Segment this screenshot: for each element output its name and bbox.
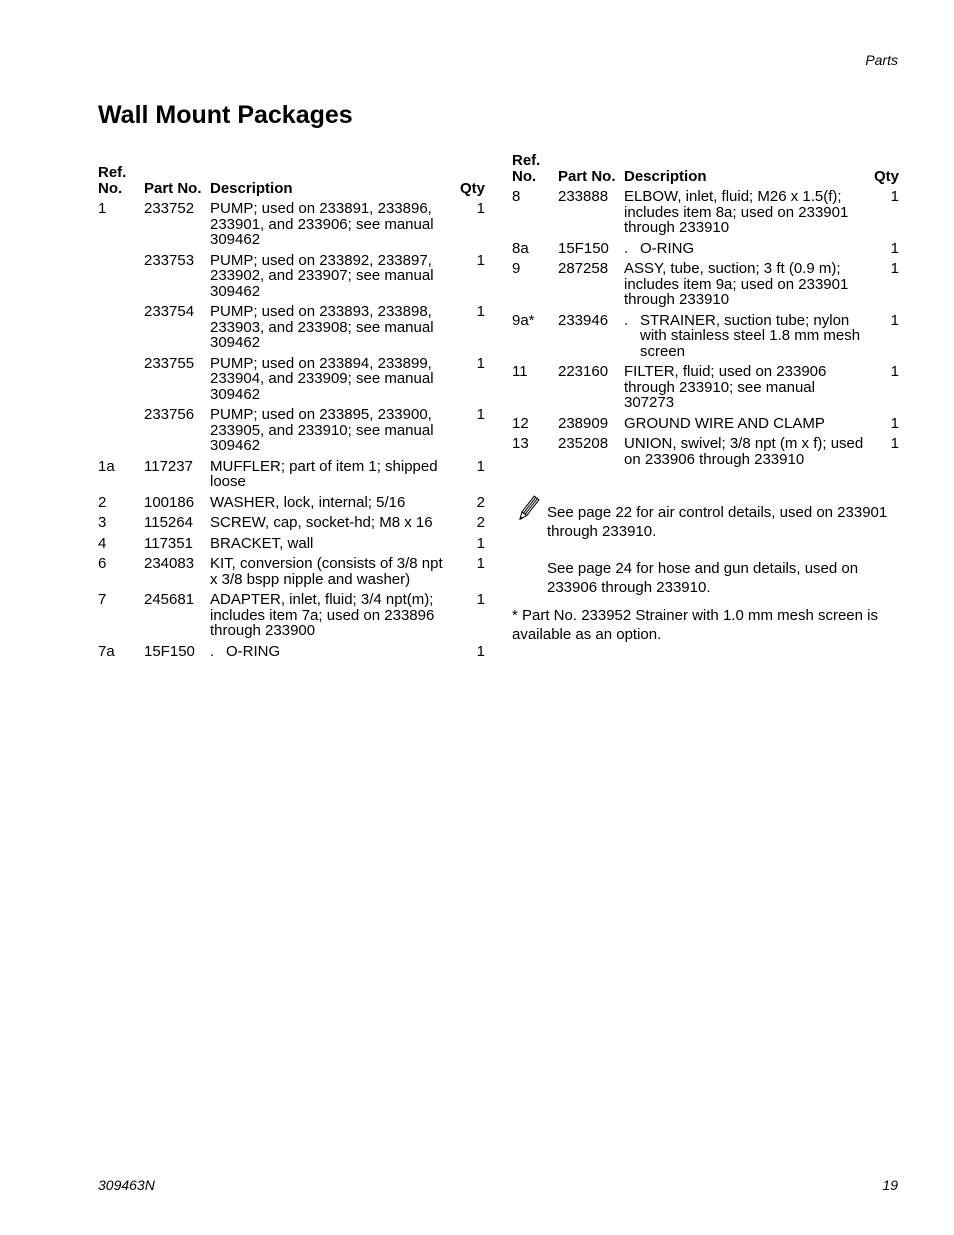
sub-item-marker: . <box>624 239 629 257</box>
description-text: PUMP; used on 233891, 233896, 233901, and 233906; see manual 309462 <box>210 200 434 248</box>
ref-no-cell <box>98 253 144 305</box>
table-row <box>98 407 485 459</box>
ref-no-cell <box>98 356 144 408</box>
description-cell <box>210 515 451 536</box>
table-row <box>98 253 485 305</box>
ref-no-cell: 9a* <box>512 311 535 329</box>
description-cell <box>210 592 451 644</box>
table-row <box>512 416 899 437</box>
ref-no-cell: 9 <box>512 260 521 277</box>
description-cell <box>624 313 869 365</box>
part-no-cell: 223160 <box>558 363 609 380</box>
description-text: FILTER, fluid; used on 233906 through 233910; see manual 307273 <box>624 363 827 411</box>
qty-cell: 1 <box>476 642 485 660</box>
description-text: MUFFLER; part of item 1; shipped loose <box>210 457 438 490</box>
part-no-cell: 245681 <box>144 591 195 608</box>
ref-no-cell <box>98 407 144 459</box>
note-air-control-text: See page 22 for air control details, used on 233901 through 233910. <box>547 504 888 540</box>
description-text: O-RING <box>640 239 695 257</box>
parts-table-left <box>98 165 485 664</box>
description-cell <box>210 644 451 665</box>
description-text: UNION, swivel; 3/8 npt (m x f); used on 233906 through 233910 <box>624 435 864 468</box>
table-row <box>98 644 485 665</box>
section-header: Parts <box>865 52 898 68</box>
ref-no-cell <box>98 304 144 356</box>
part-no-header: Part No. <box>144 179 202 197</box>
description-cell <box>624 436 869 472</box>
description-cell <box>624 189 869 241</box>
ref-no-cell: 11 <box>512 363 528 380</box>
table-row <box>512 241 899 262</box>
ref-no-cell: 13 <box>512 435 529 452</box>
table-row <box>98 495 485 516</box>
page-number: 19 <box>882 1177 898 1193</box>
qty-cell: 1 <box>890 260 899 277</box>
qty-cell: 1 <box>476 406 485 423</box>
page-title: Wall Mount Packages <box>98 101 353 129</box>
note-hose-gun <box>512 559 904 597</box>
qty-header: Qty <box>873 167 899 185</box>
description-text: WASHER, lock, internal; 5/16 <box>210 493 406 511</box>
document-number: 309463N <box>98 1177 155 1193</box>
part-no-cell: 233752 <box>144 200 195 217</box>
part-no-cell: 233888 <box>558 188 609 205</box>
table-row <box>98 356 485 408</box>
table-row <box>98 515 485 536</box>
description-header: Description <box>210 179 293 197</box>
description-cell <box>624 364 869 416</box>
description-text: O-RING <box>226 642 281 660</box>
part-no-cell: 15F150 <box>558 239 609 257</box>
qty-cell: 1 <box>476 534 485 552</box>
description-cell <box>210 407 451 459</box>
part-no-cell: 15F150 <box>144 642 195 660</box>
qty-cell: 2 <box>476 514 485 531</box>
description-cell <box>210 556 451 592</box>
qty-header: Qty <box>459 179 485 197</box>
notes-section <box>512 503 904 644</box>
description-cell <box>624 241 869 262</box>
description-text: ADAPTER, inlet, fluid; 3/4 npt(m); includes item 7a; used on 233896 through 233900 <box>210 591 435 639</box>
strainer-footnote: * Part No. 233952 Strainer with 1.0 mm mesh screen is available as an option. <box>512 607 878 643</box>
ref-no-cell: 8 <box>512 188 521 205</box>
qty-cell: 1 <box>476 303 485 320</box>
table-row <box>98 556 485 592</box>
part-no-cell: 287258 <box>558 260 609 277</box>
qty-cell: 1 <box>890 239 899 257</box>
table-row <box>98 304 485 356</box>
qty-cell: 1 <box>890 414 899 432</box>
description-text: STRAINER, suction tube; nylon with stainless steel 1.8 mm mesh screen <box>640 311 861 360</box>
qty-cell: 1 <box>476 591 485 608</box>
table-row <box>512 189 899 241</box>
part-no-cell: 117237 <box>144 457 193 475</box>
ref-no-cell: 6 <box>98 555 107 572</box>
description-cell <box>210 356 451 408</box>
table-row <box>512 436 899 472</box>
qty-cell: 1 <box>476 200 485 217</box>
qty-cell: 1 <box>890 311 899 329</box>
ref-no-cell: 8a <box>512 239 529 257</box>
part-no-cell: 238909 <box>558 414 609 432</box>
description-text: PUMP; used on 233893, 233898, 233903, and 233908; see manual 309462 <box>210 303 434 351</box>
qty-cell: 1 <box>890 188 899 205</box>
description-text: PUMP; used on 233892, 233897, 233902, and 233907; see manual 309462 <box>210 251 434 300</box>
ref-no-cell: 7 <box>98 591 107 608</box>
table-row <box>98 592 485 644</box>
description-cell <box>624 261 869 313</box>
description-text: GROUND WIRE AND CLAMP <box>624 414 825 432</box>
qty-cell: 1 <box>476 354 485 372</box>
part-no-cell: 233753 <box>144 251 195 269</box>
part-no-cell: 233755 <box>144 354 195 372</box>
ref-no-header: Ref. No. <box>512 152 541 185</box>
table-header-row <box>98 165 485 201</box>
description-cell <box>210 495 451 516</box>
qty-cell: 1 <box>476 555 485 572</box>
description-cell <box>210 201 451 253</box>
description-cell <box>210 459 451 495</box>
part-no-cell: 233756 <box>144 406 195 423</box>
parts-table-right <box>512 153 899 472</box>
description-cell <box>210 304 451 356</box>
pencil-icon <box>512 493 544 525</box>
table-row <box>98 536 485 557</box>
qty-cell: 1 <box>476 251 485 269</box>
note-hose-gun-text: See page 24 for hose and gun details, used on 233906 through 233910. <box>547 560 859 596</box>
qty-cell: 1 <box>890 363 899 380</box>
description-text: ASSY, tube, suction; 3 ft (0.9 m); includes item 9a; used on 233901 through 233910 <box>624 260 849 308</box>
table-row <box>98 201 485 253</box>
table-row <box>512 313 899 365</box>
part-no-cell: 235208 <box>558 435 609 452</box>
description-text: PUMP; used on 233895, 233900, 233905, and 233910; see manual 309462 <box>210 406 434 454</box>
description-cell <box>210 536 451 557</box>
description-cell <box>624 416 869 437</box>
qty-cell: 1 <box>476 457 485 475</box>
sub-item-marker: . <box>624 311 629 329</box>
description-text: SCREW, cap, socket-hd; M8 x 16 <box>210 514 433 531</box>
part-no-cell: 100186 <box>144 493 195 511</box>
qty-cell: 1 <box>890 435 899 452</box>
sub-item-marker: . <box>210 642 215 660</box>
ref-no-cell: 7a <box>98 642 115 660</box>
description-cell <box>210 253 451 305</box>
ref-no-header: Ref. No. <box>98 164 127 197</box>
part-no-cell: 233754 <box>144 303 195 320</box>
ref-no-cell: 12 <box>512 414 529 432</box>
table-row <box>512 261 899 313</box>
table-header-row <box>512 153 899 189</box>
ref-no-cell: 4 <box>98 534 107 552</box>
description-text: PUMP; used on 233894, 233899, 233904, and 233909; see manual 309462 <box>210 354 434 403</box>
ref-no-cell: 1a <box>98 457 115 475</box>
part-no-cell: 234083 <box>144 555 195 572</box>
part-no-cell: 117351 <box>144 534 193 552</box>
ref-no-cell: 3 <box>98 514 107 531</box>
description-text: ELBOW, inlet, fluid; M26 x 1.5(f); includes item 8a; used on 233901 through 233910 <box>624 188 849 236</box>
qty-cell: 2 <box>476 493 485 511</box>
ref-no-cell: 2 <box>98 493 107 511</box>
description-text: KIT, conversion (consists of 3/8 npt x 3/8 bspp nipple and washer) <box>210 555 443 588</box>
part-no-header: Part No. <box>558 167 616 185</box>
description-text: BRACKET, wall <box>210 534 314 552</box>
description-header: Description <box>624 167 707 185</box>
table-row <box>98 459 485 495</box>
ref-no-cell: 1 <box>98 200 107 217</box>
part-no-cell: 115264 <box>144 514 193 531</box>
note-air-control <box>512 503 904 541</box>
part-no-cell: 233946 <box>558 311 609 329</box>
table-row <box>512 364 899 416</box>
